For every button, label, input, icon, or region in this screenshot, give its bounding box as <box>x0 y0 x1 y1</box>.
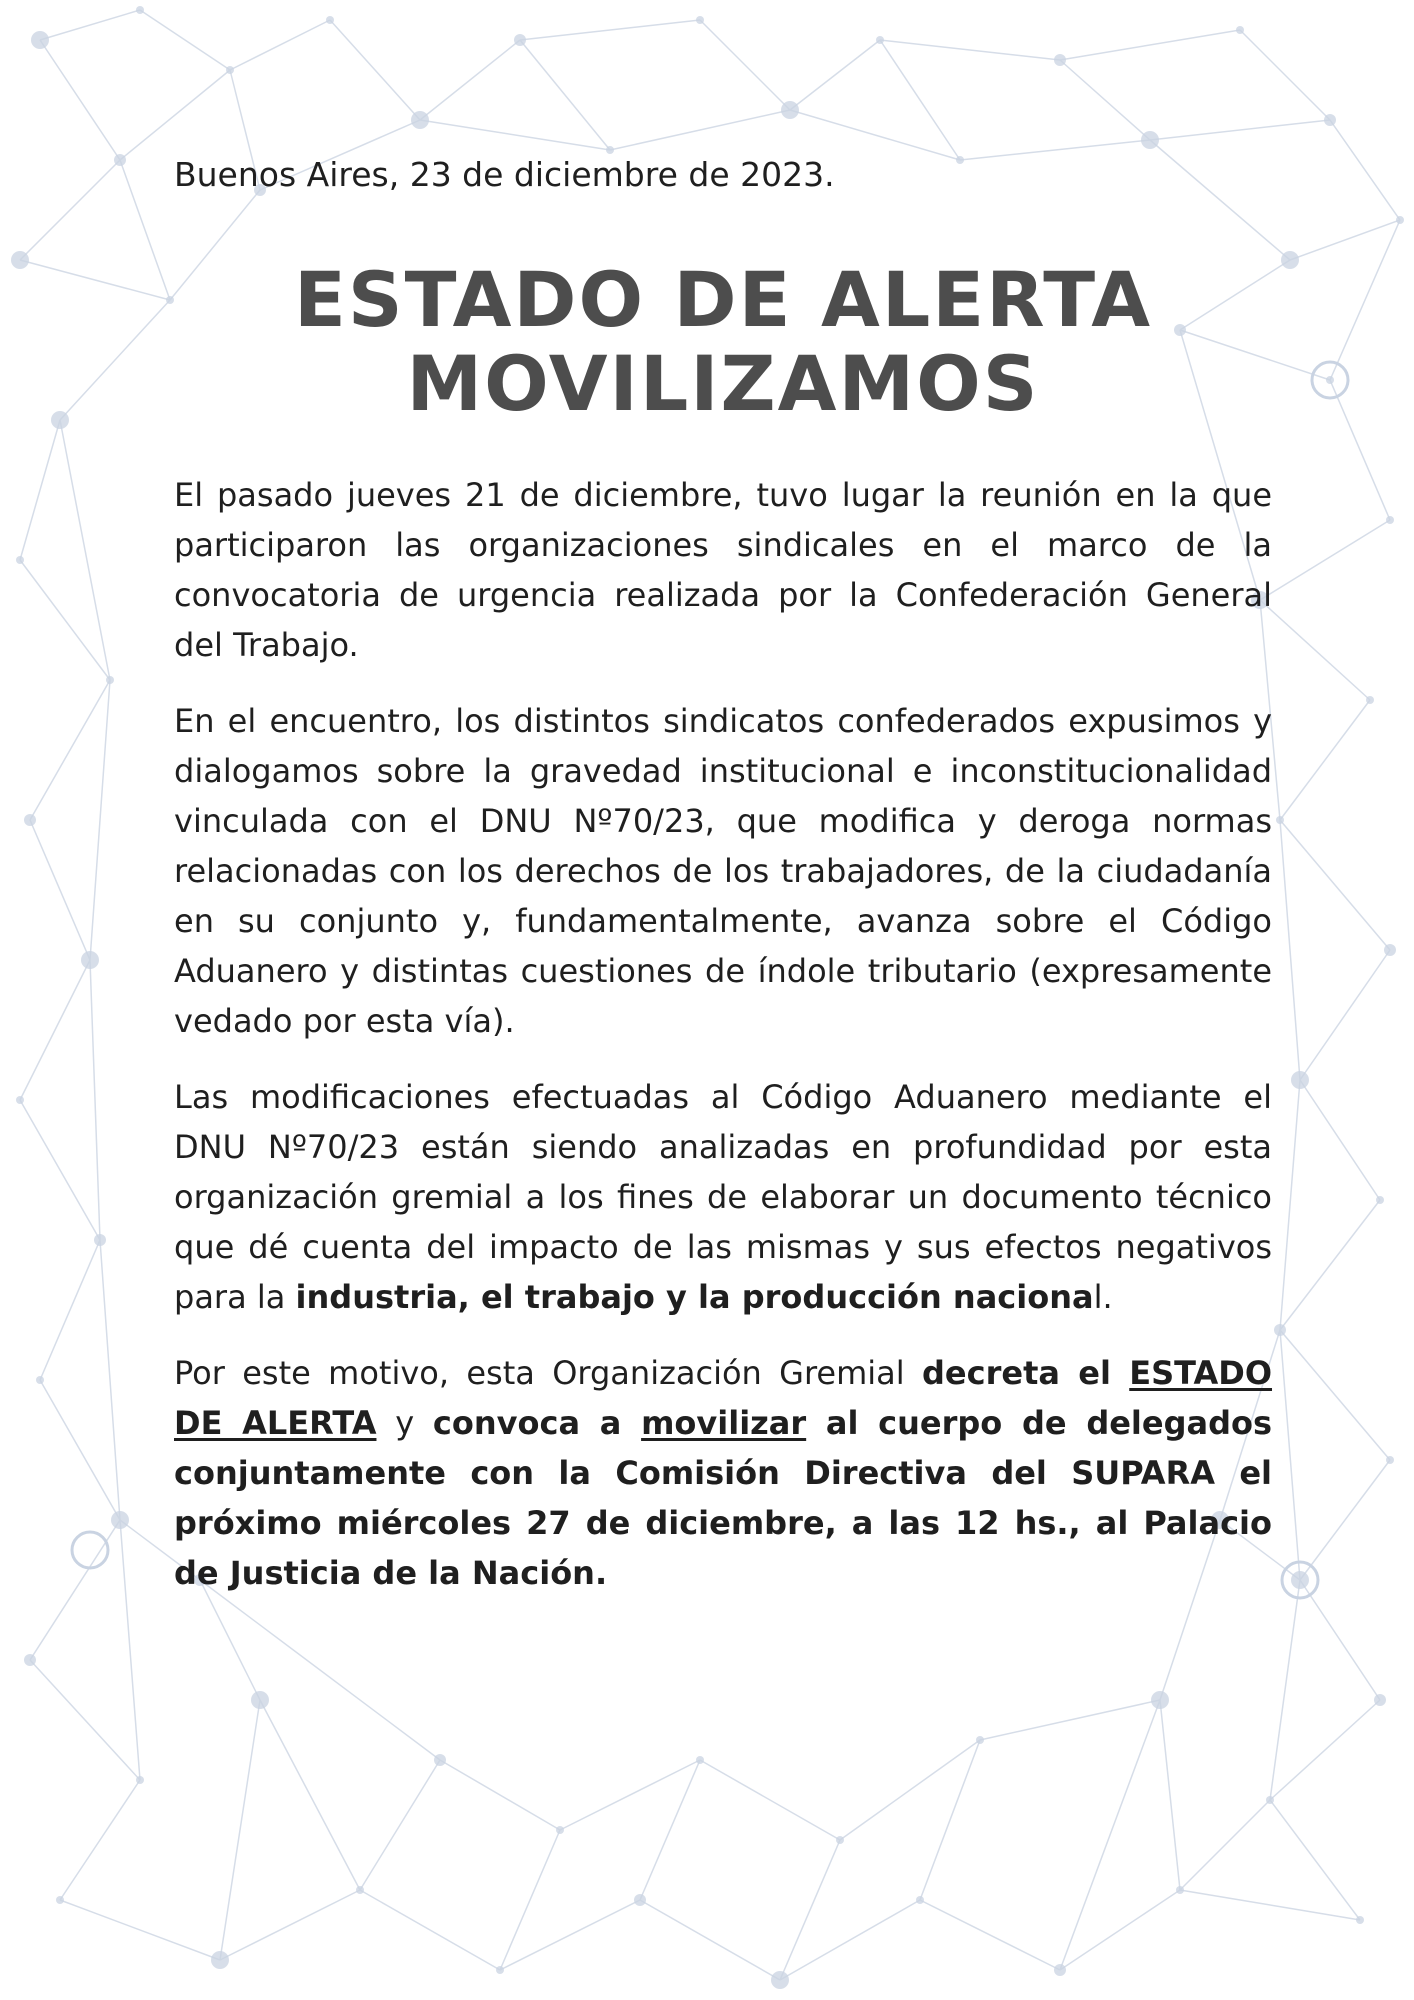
network-link <box>1060 60 1150 140</box>
network-link <box>20 160 120 260</box>
network-node <box>1151 1691 1169 1709</box>
network-node <box>1266 1796 1274 1804</box>
network-link <box>1300 1460 1390 1580</box>
network-node <box>1276 816 1284 824</box>
network-node <box>56 1896 64 1904</box>
network-node <box>1054 1964 1066 1976</box>
network-node <box>1326 376 1334 384</box>
network-link <box>60 420 110 680</box>
network-link <box>520 40 610 150</box>
paragraph-4-underlined-mobilize: movilizar <box>641 1404 807 1442</box>
network-link <box>640 1760 700 1900</box>
network-link <box>560 1760 700 1830</box>
network-link <box>420 40 520 120</box>
network-link <box>220 1700 260 1960</box>
network-link <box>90 680 110 960</box>
network-link <box>920 1740 980 1900</box>
network-link <box>700 20 790 110</box>
network-link <box>1280 1330 1390 1460</box>
network-node <box>696 16 704 24</box>
network-node <box>16 1096 24 1104</box>
network-node <box>31 31 49 49</box>
paragraph-4-bold-2: convoca a <box>432 1404 642 1442</box>
network-link <box>880 40 1060 60</box>
paragraph-3 <box>174 1072 1272 1322</box>
network-node <box>1366 696 1374 704</box>
network-link <box>1280 700 1370 820</box>
network-node <box>106 676 114 684</box>
network-link <box>120 1520 140 1780</box>
network-link <box>1290 220 1400 260</box>
network-node <box>1176 1886 1184 1894</box>
network-node <box>771 1971 789 1989</box>
paragraph-1: El pasado jueves 21 de diciembre, tuvo lugar la reunión en la que participaron las organizaciones sindicales en el marco de la convocatoria de urgencia realizada por la Confederación General del Trabajo. <box>174 476 1272 664</box>
headline <box>174 255 1272 428</box>
network-link <box>20 960 90 1100</box>
network-link <box>40 40 120 160</box>
network-node <box>136 1776 144 1784</box>
network-link <box>60 1900 220 1960</box>
network-link <box>30 1660 140 1780</box>
network-link <box>1300 1080 1380 1200</box>
network-link <box>1280 1080 1300 1330</box>
network-ring <box>72 1532 108 1568</box>
network-node <box>24 1654 36 1666</box>
network-link <box>40 1240 100 1380</box>
network-node <box>411 111 429 129</box>
network-link <box>1280 820 1390 950</box>
network-node <box>514 34 526 46</box>
paragraph-3-bold: industria, el trabajo y la producción naciona <box>295 1278 1094 1316</box>
network-link <box>420 120 610 150</box>
network-link <box>1160 1700 1180 1890</box>
network-link <box>1260 600 1370 700</box>
network-link <box>1270 1700 1380 1800</box>
network-link <box>1060 1890 1180 1970</box>
network-link <box>230 20 330 70</box>
network-node <box>94 1234 106 1246</box>
network-link <box>20 560 110 680</box>
network-node <box>496 1966 504 1974</box>
network-link <box>60 300 170 420</box>
network-node <box>434 1754 446 1766</box>
network-link <box>360 1890 500 1970</box>
network-link <box>1180 1800 1270 1890</box>
network-node <box>1384 944 1396 956</box>
date-line: Buenos Aires, 23 de diciembre de 2023. <box>174 155 835 194</box>
network-node <box>1291 1571 1309 1589</box>
network-link <box>120 160 170 300</box>
network-link <box>1060 30 1240 60</box>
network-node <box>1386 1456 1394 1464</box>
network-link <box>500 1830 560 1970</box>
network-node <box>1236 26 1244 34</box>
headline-line-1: ESTADO DE ALERTA <box>293 255 1153 344</box>
network-node <box>1054 54 1066 66</box>
network-link <box>500 1900 640 1970</box>
network-node <box>696 1756 704 1764</box>
network-node <box>326 16 334 24</box>
network-node <box>781 101 799 119</box>
network-node <box>81 951 99 969</box>
network-link <box>980 1700 1160 1740</box>
network-node <box>11 251 29 269</box>
network-link <box>1330 220 1400 380</box>
network-link <box>1060 1700 1160 1970</box>
network-link <box>260 1700 360 1890</box>
document-page <box>174 150 1272 1624</box>
paragraph-4-bold-3: al cuerpo de delegados conjuntamente con la Comisión Directiva del SUPARA el próximo miércoles 27 de diciembre, a las 12 hs., al Palacio de Justicia de la Nación. <box>174 1404 1273 1592</box>
network-link <box>1280 820 1300 1080</box>
paragraph-4-text-1: Por este motivo, esta Organización Gremial <box>174 1354 922 1392</box>
paragraph-3-end: l. <box>1093 1278 1113 1316</box>
network-link <box>20 420 60 560</box>
network-link <box>640 1900 780 1980</box>
network-node <box>251 1691 269 1709</box>
network-node <box>1141 131 1159 149</box>
network-link <box>140 10 230 70</box>
network-link <box>1280 1330 1300 1580</box>
network-link <box>360 1760 440 1890</box>
network-link <box>100 1240 120 1520</box>
network-link <box>700 1760 840 1840</box>
paragraph-4-text-2: y <box>376 1404 433 1442</box>
network-link <box>330 20 420 120</box>
paragraph-4 <box>174 1348 1272 1598</box>
network-node <box>226 66 234 74</box>
network-node <box>1274 1324 1286 1336</box>
network-link <box>610 110 790 150</box>
network-link <box>1330 120 1400 220</box>
network-node <box>876 36 884 44</box>
network-node <box>1356 1916 1364 1924</box>
network-node <box>166 296 174 304</box>
network-node <box>1396 216 1404 224</box>
network-node <box>1324 114 1336 126</box>
paragraph-3-text: Las modificaciones efectuadas al Código Aduanero mediante el DNU Nº70/23 están siendo analizadas en profundidad por esta organización gremial a los fines de elaborar un documento técnico que dé cuenta del impacto de las mismas y sus efectos negativos para la <box>174 1078 1272 1316</box>
network-node <box>1386 516 1394 524</box>
network-link <box>1260 520 1390 600</box>
network-node <box>356 1886 364 1894</box>
network-node <box>211 1951 229 1969</box>
network-link <box>1240 30 1330 120</box>
paragraph-4-underlined-alert: ESTADO DE ALERTA <box>174 1354 1273 1442</box>
paragraph-4-bold-1: decreta el <box>922 1354 1130 1392</box>
network-link <box>1300 1580 1380 1700</box>
network-link <box>840 1740 980 1840</box>
network-link <box>1270 1800 1360 1920</box>
network-node <box>111 1511 129 1529</box>
network-link <box>1280 1200 1380 1330</box>
network-link <box>30 820 90 960</box>
network-link <box>20 260 170 300</box>
network-node <box>1374 1694 1386 1706</box>
network-node <box>51 411 69 429</box>
network-link <box>40 1380 120 1520</box>
network-link <box>790 40 880 110</box>
network-node <box>1376 1196 1384 1204</box>
paragraph-2: En el encuentro, los distintos sindicatos confederados expusimos y dialogamos sobre la gravedad institucional e inconstitucionalidad vinculada con el DNU Nº70/23, que modifica y deroga normas relacionadas con los derechos de los trabajadores, de la ciudadanía en su conjunto y, fundamentalmente, avanza sobre el Código Aduanero y distintas cuestiones de índole tributario (expresamente vedado por esta vía). <box>174 702 1272 1040</box>
network-link <box>1330 380 1390 520</box>
network-node <box>916 1896 924 1904</box>
network-node <box>976 1736 984 1744</box>
network-link <box>90 960 100 1240</box>
network-node <box>1281 251 1299 269</box>
network-link <box>60 1780 140 1900</box>
network-node <box>114 154 126 166</box>
network-node <box>836 1836 844 1844</box>
network-link <box>780 1900 920 1980</box>
network-link <box>780 1840 840 1980</box>
network-link <box>520 20 700 40</box>
network-link <box>1300 950 1390 1080</box>
network-node <box>24 814 36 826</box>
network-link <box>920 1900 1060 1970</box>
network-link <box>30 680 110 820</box>
network-link <box>40 10 140 40</box>
network-link <box>1270 1580 1300 1800</box>
network-link <box>880 40 960 160</box>
network-node <box>556 1826 564 1834</box>
network-link <box>120 70 230 160</box>
headline-line-2: MOVILIZAMOS <box>406 339 1040 428</box>
network-link <box>1180 1890 1360 1920</box>
network-node <box>634 1894 646 1906</box>
network-node <box>136 6 144 14</box>
network-link <box>20 1100 100 1240</box>
network-node <box>16 556 24 564</box>
network-link <box>440 1760 560 1830</box>
network-node <box>1291 1071 1309 1089</box>
network-node <box>36 1376 44 1384</box>
network-link <box>1150 120 1330 140</box>
network-link <box>220 1890 360 1960</box>
